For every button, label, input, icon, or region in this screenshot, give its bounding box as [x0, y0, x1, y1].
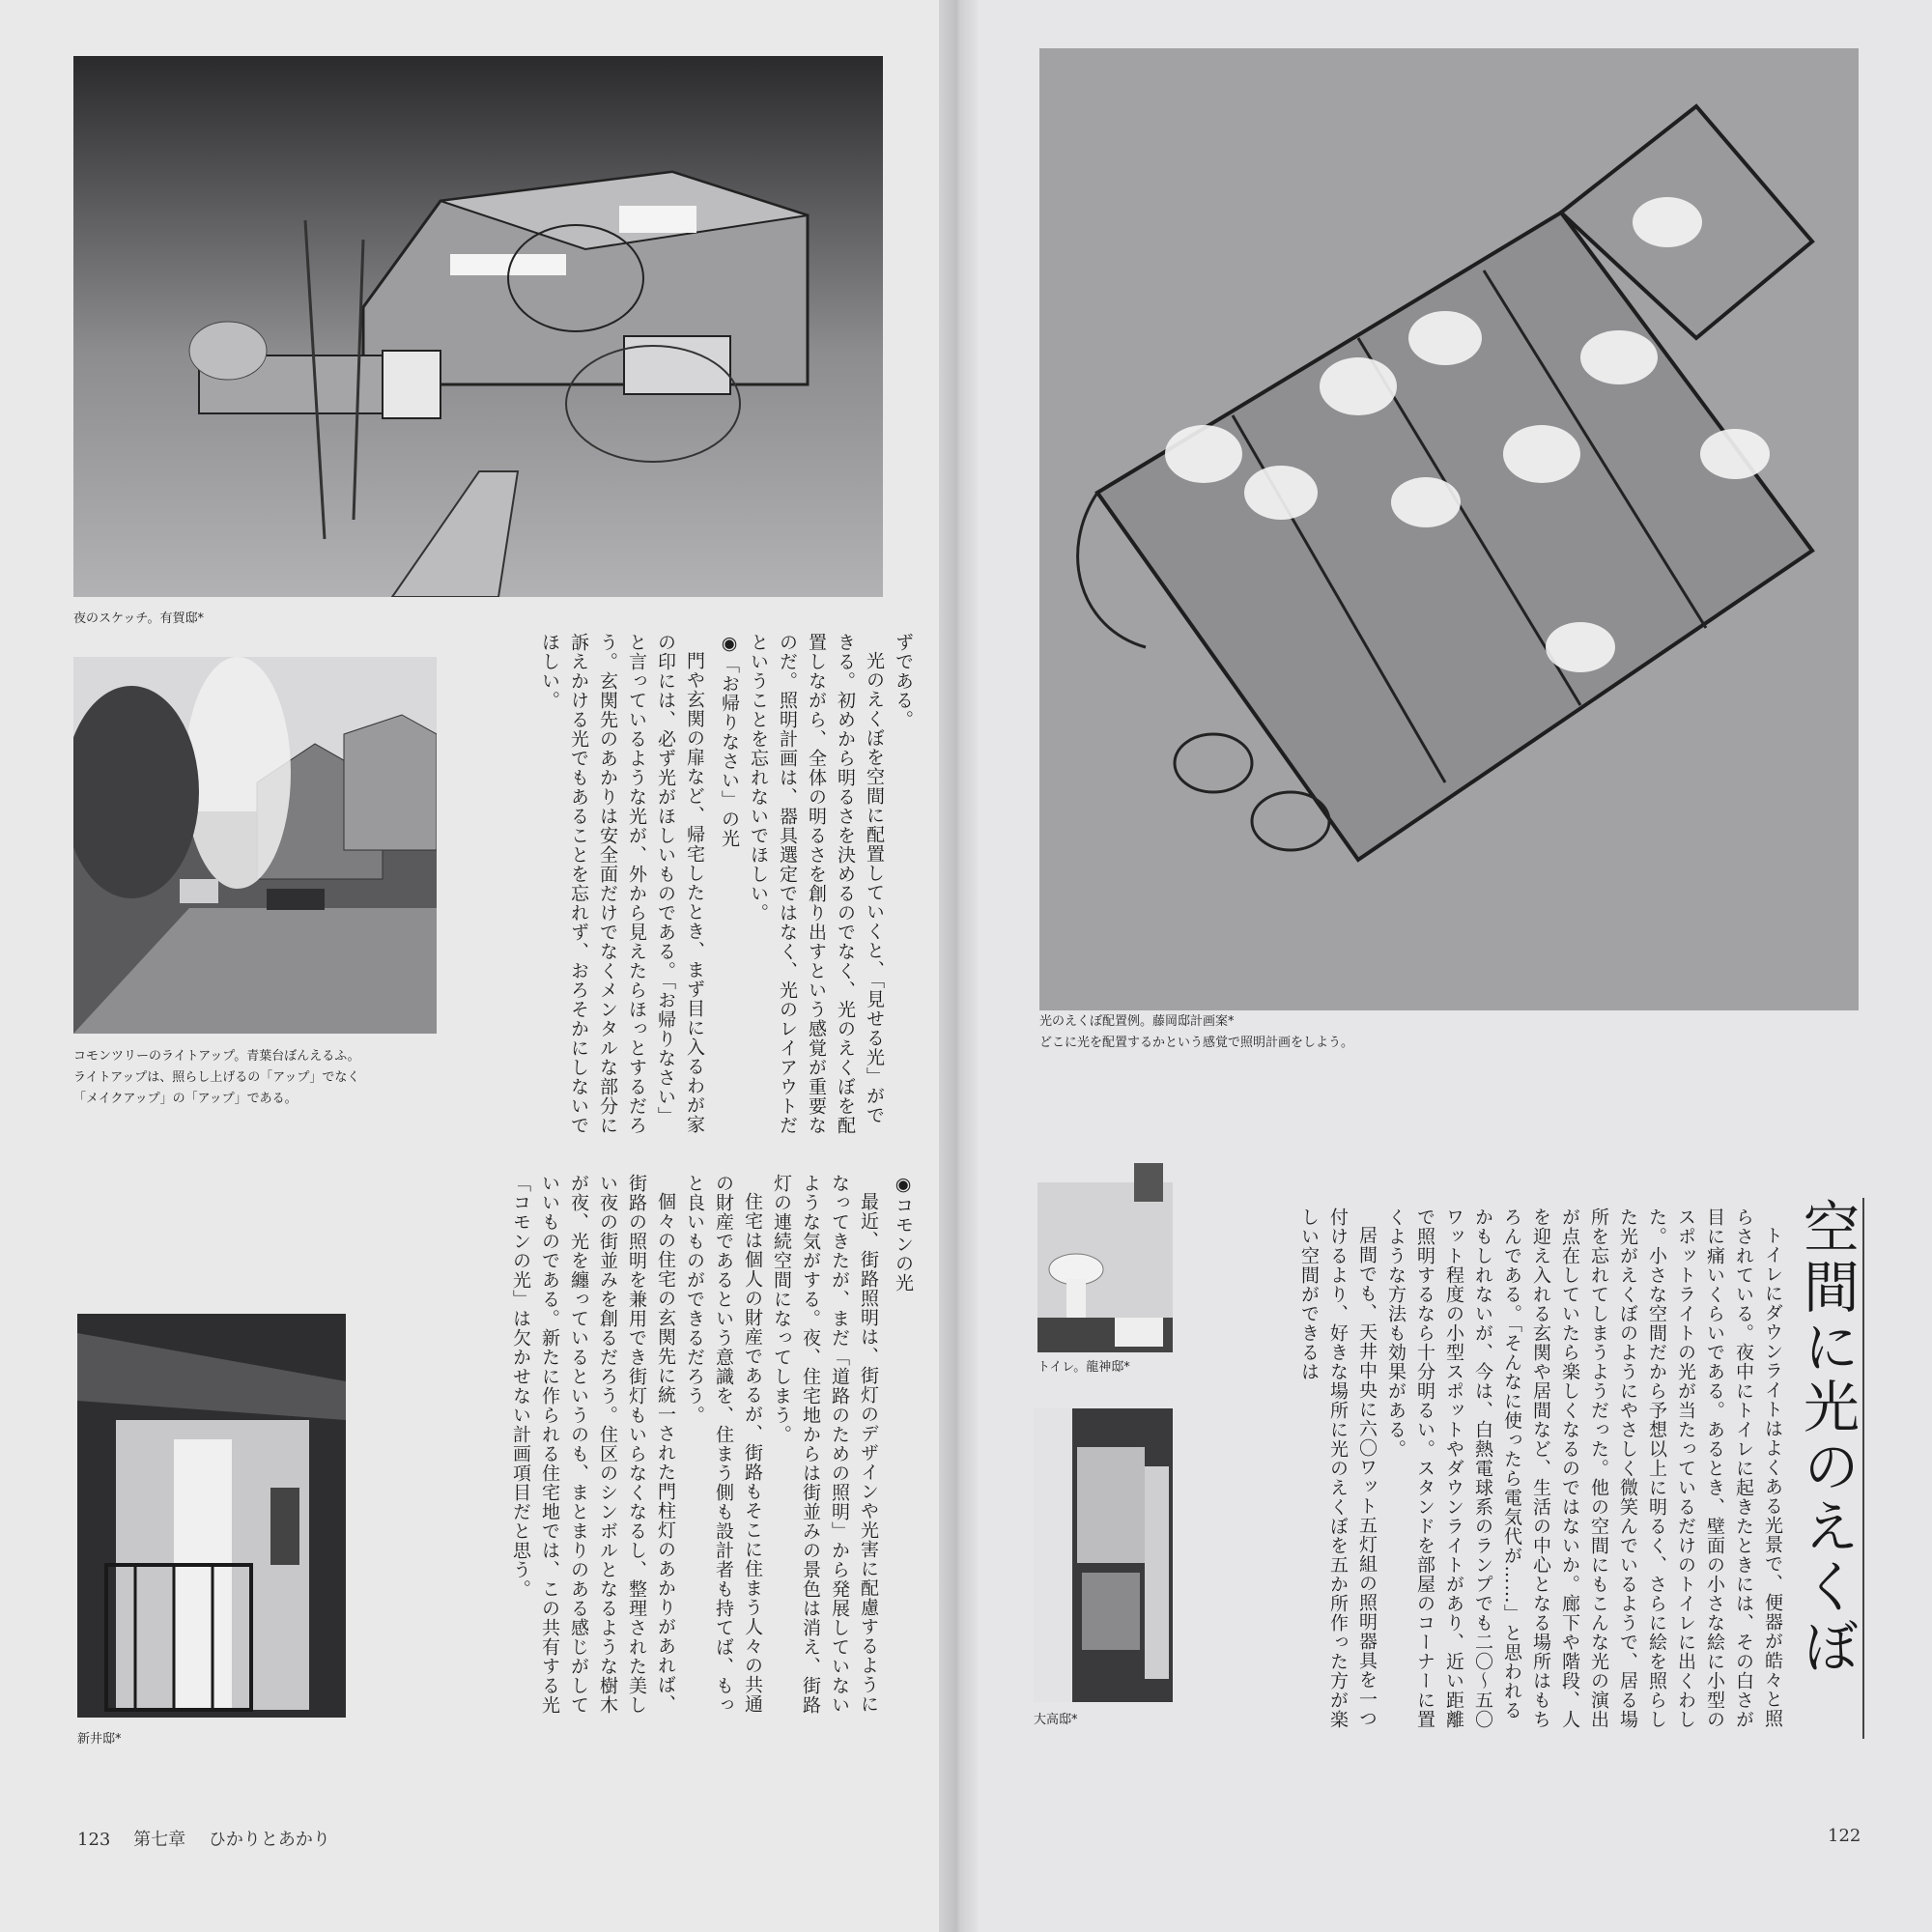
- lighting-plan-caption-line-2: どこに光を配置するかという感覚で照明計画をしよう。: [1039, 1036, 1354, 1050]
- common-tree-caption-line-3: 「メイクアップ」の「アップ」である。: [73, 1092, 298, 1106]
- left-col1-p1: ずである。: [893, 633, 914, 729]
- ootaka-caption: 大高邸*: [1034, 1713, 1078, 1727]
- section-title: 空間に光のえくぼ: [1797, 1198, 1864, 1739]
- right-body: [1188, 1208, 1787, 1739]
- common-tree-caption-line-2: ライトアップは、照らし上げるの「アップ」でなく: [73, 1070, 360, 1085]
- common-tree-caption: [73, 1046, 360, 1110]
- common-tree-photo: [73, 657, 437, 1034]
- chapter-title: ひかりとあかり: [208, 1830, 330, 1850]
- left-col2-p1: 門や玄関の扉など、帰宅したとき、まず目に入るわが家の印には、必ず光がほしいものである。「お帰りなさい」と言っているような光が、外から見えたらほっとするだろう。玄関先のあかりは安全面だけでなくメンタルな部分に訴えかける光でもあることを忘れず、おろそかにしないでほしい。: [539, 633, 705, 1135]
- chapter-label: 第七章: [133, 1830, 186, 1850]
- okaerinasai-heading: ◉「お帰りなさい」の光: [719, 633, 740, 848]
- common-light-heading: ◉コモンの光: [893, 1174, 914, 1293]
- left-col3-p1: 最近、街路照明は、街灯のデザインや光害に配慮するようになってきたが、まだ「道路のための照明」から発展していないような気がする。夜、住宅地からは街並みの景色は消え、街路灯の連続空間になってしまう。: [771, 1174, 879, 1715]
- toilet-caption: トイレ。龍神邸*: [1037, 1360, 1130, 1375]
- night-sketch-caption: 夜のスケッチ。有賀邸*: [73, 611, 204, 626]
- lighting-plan-caption-line-1: 光のえくぼ配置例。藤岡邸計画案*: [1039, 1014, 1235, 1029]
- common-tree-caption-line-1: コモンツリーのライトアップ。青葉台ぼんえるふ。: [73, 1049, 360, 1064]
- left-col1-p2: 光のえくぼを空間に配置していくと、「見せる光」ができる。初めから明るさを決めるのでなく、光のえくぼを配置しながら、全体の明るさを創り出すという感覚が重要なのだ。照明計画は、器具選定ではなく、光のレイアウトだということを忘れないでほしい。: [748, 633, 885, 1135]
- right-page-number: 122: [1828, 1826, 1861, 1846]
- right-folio: [1828, 1826, 1878, 1846]
- left-col3-p2: 住宅は個人の財産であるが、街路もそこに住まう人々の共通の財産であるという意識を、住まう側も設計者も持てば、もっと良いものができるだろう。: [684, 1174, 763, 1715]
- left-column-1: [454, 633, 918, 1135]
- left-page-number: 123: [77, 1830, 111, 1850]
- lighting-plan-sketch: [1039, 48, 1859, 1010]
- lighting-plan-caption: [1039, 1011, 1353, 1054]
- ootaka-photo: [1034, 1408, 1173, 1702]
- left-column-2: [386, 1174, 918, 1729]
- left-col3-p3: 個々の住宅の玄関先に統一された門柱灯のあかりがあれば、街路の照明を兼用でき街灯もいらなくなるし、整理された美しい夜の街並みを創るだろう。住区のシンボルとなるような樹木が夜、光を纏っているというのも、まとまりのある感じがしていいものである。新たに作られる住宅地では、この共有する光「コモンの光」は欠かせない計画項目だと思う。: [510, 1174, 676, 1715]
- toilet-photo: [1037, 1124, 1173, 1352]
- right-body-p2: 居間でも、天井中央に六〇ワット五灯組の照明器具を一つ付けるより、好きな場所に光のえくぼを五か所作った方が楽しい空間ができるは: [1298, 1208, 1378, 1729]
- right-body-p1: トイレにダウンライトはよくある光景で、便器が皓々と照らされている。夜中にトイレに起きたときには、その白さが目に痛いくらいである。あるとき、壁面の小さな絵に小型のスポットライトの光が当たっているだけのトイレに出くわした。小さな空間だから予想以上に明るく、さらに絵を照らした光がえくぼのようにやさしく微笑んでいるようで、居る場所を忘れてしまうようだった。他の空間にもこんな光の演出が点在していたら楽しくなるのではないか。廊下や階段、人を迎え入れる玄関や居間など、生活の中心となる場所はもちろんである。「そんなに使ったら電気代が……」と思われるかもしれないが、今は、白熱電球系のランプでも二〇〜五〇ワット程度の小型スポットやダウンライトがあり、近い距離で照明するなら十分明るい。スタンドを部屋のコーナーに置くような方法も効果がある。: [1385, 1208, 1783, 1729]
- left-folio: [77, 1826, 348, 1851]
- arai-caption: 新井邸*: [77, 1732, 122, 1747]
- book-gutter: [939, 0, 978, 1932]
- arai-entrance-photo: [77, 1314, 346, 1718]
- night-sketch-image: [73, 56, 883, 597]
